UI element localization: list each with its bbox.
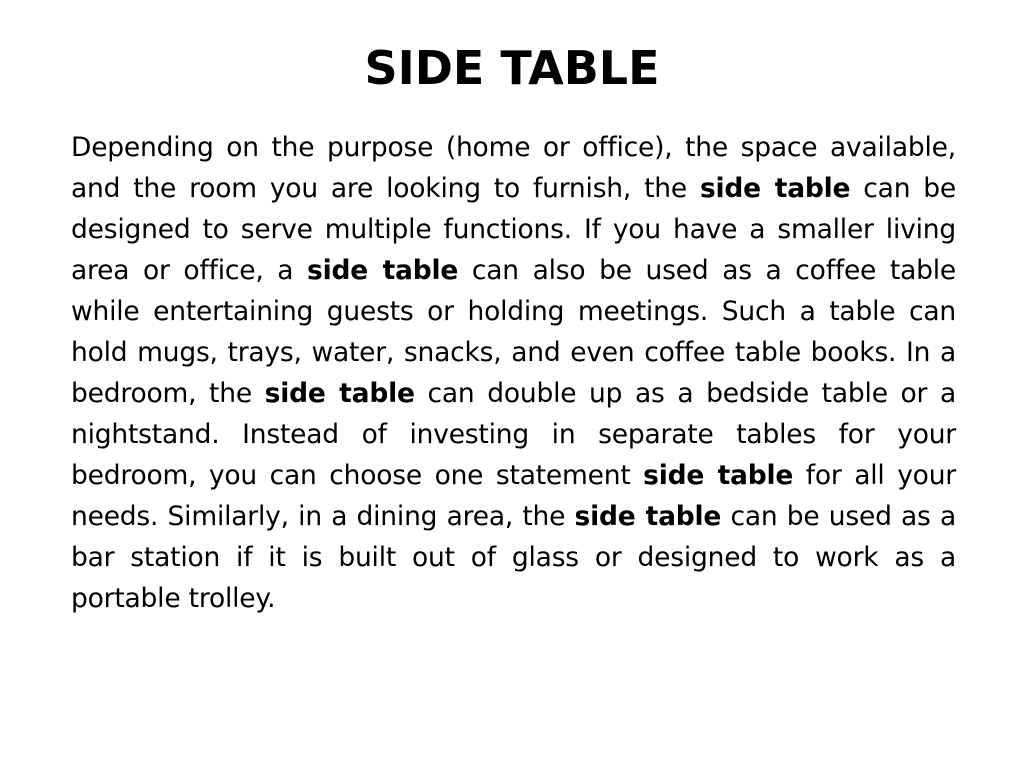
body-paragraph xyxy=(71,127,956,619)
body-text-segment: can also be used as a coffee table while entertaining guests or holding meetings. Such a table can hold mugs, trays, water, snacks, and even coffee table books. In a bedroom, the xyxy=(71,255,956,409)
body-emphasis: side table xyxy=(574,501,722,532)
body-text-segment: can be used as a bar station if it is built out of glass or designed to work as a portable trolley. xyxy=(71,501,956,614)
body-emphasis: side table xyxy=(643,460,794,491)
body-emphasis: side table xyxy=(307,255,459,286)
body-emphasis: side table xyxy=(264,378,415,409)
body-text-segment: Depending on the purpose (home or office), the space available, and the room you are looking to furnish, the xyxy=(71,132,956,204)
body-text-segment: can be designed to serve multiple functions. If you have a smaller living area or office, a xyxy=(71,173,956,286)
slide-title: SIDE TABLE xyxy=(364,41,660,95)
body-text-segment: for all your needs. Similarly, in a dining area, the xyxy=(71,460,956,532)
body-text-segment: can double up as a bedside table or a nightstand. Instead of investing in separate tables for your bedroom, you can choose one statement xyxy=(71,378,956,491)
body-emphasis: side table xyxy=(699,173,851,204)
